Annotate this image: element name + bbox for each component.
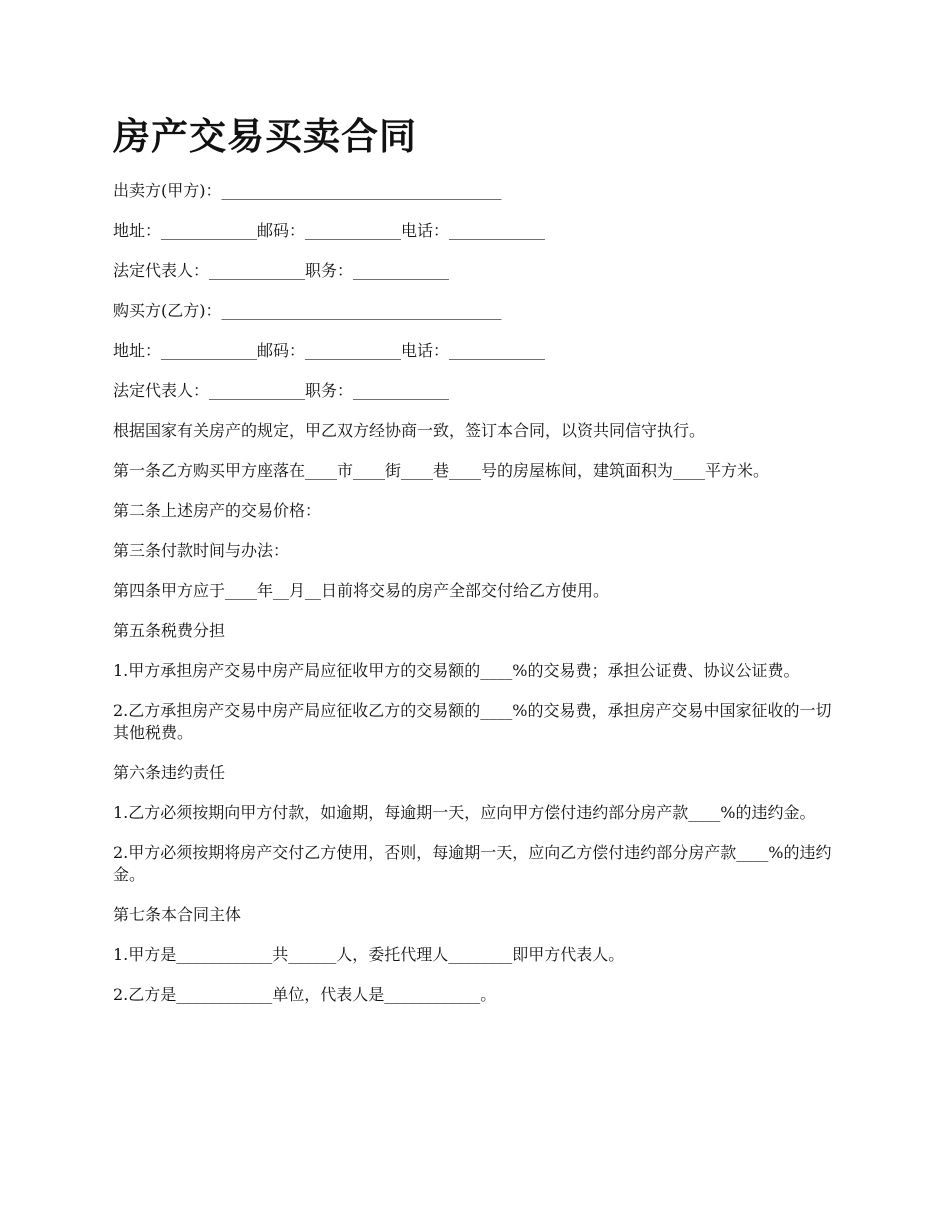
article-6-heading: 第六条违约责任 [113,763,226,782]
document-title: 房产交易买卖合同 [113,114,417,158]
seller-party-line: 出卖方(甲方)：___________________________________ [113,181,502,200]
article-7-item-2: 2.乙方是____________单位，代表人是____________。 [113,985,497,1004]
seller-address-line: 地址：____________邮码：____________电话：____________ [113,221,546,240]
article-5-item-1: 1.甲方承担房产交易中房产局应征收甲方的交易额的____%的交易费；承担公证费、协议公证费。 [113,661,800,680]
article-7-item-1: 1.甲方是____________共______人，委托代理人________即甲方代表人。 [113,945,625,964]
article-1-paragraph: 第一条乙方购买甲方座落在____市____街____巷____号的房屋栋间，建筑面积为____平方米。 [113,461,770,480]
seller-representative-line: 法定代表人：____________职务：____________ [113,261,450,280]
article-4-paragraph: 第四条甲方应于____年__月__日前将交易的房产全部交付给乙方使用。 [113,581,610,600]
article-6-item-2: 2.甲方必须按期将房产交付乙方使用，否则，每逾期一天，应向乙方偿付违约部分房产款____%的违约金。 [113,843,832,884]
buyer-party-line: 购买方(乙方)：___________________________________ [113,301,502,320]
article-5-item-2: 2.乙方承担房产交易中房产局应征收乙方的交易额的____%的交易费，承担房产交易中国家征收的一切其他税费。 [113,701,832,742]
buyer-address-line: 地址：____________邮码：____________电话：____________ [113,341,546,360]
article-2-paragraph: 第二条上述房产的交易价格： [113,501,322,520]
article-3-paragraph: 第三条付款时间与办法： [113,541,290,560]
document-page [113,110,841,1024]
article-7-heading: 第七条本合同主体 [113,905,242,924]
buyer-representative-line: 法定代表人：____________职务：____________ [113,381,450,400]
preamble-paragraph: 根据国家有关房产的规定，甲乙双方经协商一致，签订本合同，以资共同信守执行。 [113,421,706,440]
article-6-item-1: 1.乙方必须按期向甲方付款，如逾期，每逾期一天，应向甲方偿付违约部分房产款____%的违约金。 [113,803,816,822]
article-5-heading: 第五条税费分担 [113,621,226,640]
